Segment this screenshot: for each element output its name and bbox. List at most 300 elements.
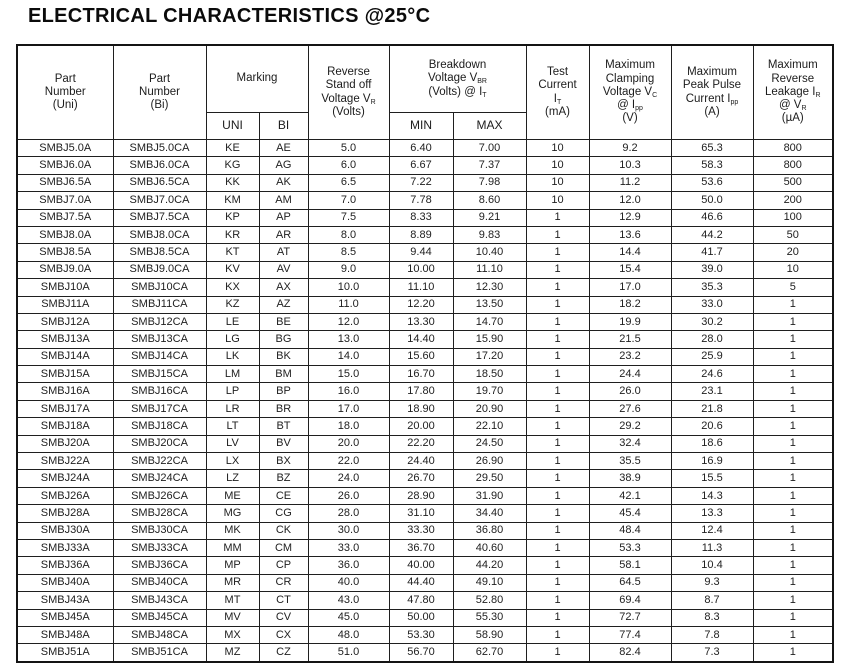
cell-part-number-uni: SMBJ7.5A: [17, 209, 113, 226]
cell-test-current: 1: [526, 418, 589, 435]
cell-peak-pulse-current: 20.6: [671, 418, 753, 435]
cell-part-number-bi: SMBJ15CA: [113, 366, 206, 383]
cell-reverse-standoff-voltage: 18.0: [308, 418, 389, 435]
cell-test-current: 10: [526, 157, 589, 174]
cell-marking-bi: CE: [259, 487, 308, 504]
cell-vbr-max: 58.90: [453, 626, 526, 643]
cell-peak-pulse-current: 7.8: [671, 626, 753, 643]
cell-reverse-leakage: 1: [753, 296, 833, 313]
cell-marking-bi: CZ: [259, 644, 308, 662]
col-header-part-number-uni: Part Number (Uni): [17, 45, 113, 140]
cell-marking-bi: BG: [259, 331, 308, 348]
cell-vbr-max: 7.37: [453, 157, 526, 174]
cell-part-number-uni: SMBJ18A: [17, 418, 113, 435]
table-row: [17, 192, 833, 209]
cell-vbr-min: 9.44: [389, 244, 453, 261]
cell-marking-uni: MV: [206, 609, 259, 626]
cell-reverse-standoff-voltage: 15.0: [308, 366, 389, 383]
table-row: [17, 383, 833, 400]
cell-reverse-leakage: 5: [753, 279, 833, 296]
col-header-part-number-bi: Part Number (Bi): [113, 45, 206, 140]
cell-peak-pulse-current: 53.6: [671, 174, 753, 191]
cell-vbr-min: 7.22: [389, 174, 453, 191]
cell-reverse-leakage: 1: [753, 487, 833, 504]
cell-test-current: 1: [526, 470, 589, 487]
cell-part-number-uni: SMBJ12A: [17, 313, 113, 330]
cell-reverse-standoff-voltage: 13.0: [308, 331, 389, 348]
cell-marking-bi: BP: [259, 383, 308, 400]
cell-vbr-max: 7.00: [453, 140, 526, 157]
cell-part-number-uni: SMBJ6.5A: [17, 174, 113, 191]
cell-marking-bi: CK: [259, 522, 308, 539]
cell-part-number-bi: SMBJ33CA: [113, 539, 206, 556]
cell-part-number-uni: SMBJ51A: [17, 644, 113, 662]
cell-vbr-max: 26.90: [453, 453, 526, 470]
cell-reverse-leakage: 1: [753, 383, 833, 400]
cell-reverse-leakage: 1: [753, 313, 833, 330]
cell-reverse-standoff-voltage: 30.0: [308, 522, 389, 539]
cell-reverse-leakage: 1: [753, 366, 833, 383]
cell-part-number-uni: SMBJ8.0A: [17, 226, 113, 243]
cell-test-current: 1: [526, 505, 589, 522]
table-row: [17, 348, 833, 365]
cell-part-number-uni: SMBJ33A: [17, 539, 113, 556]
cell-vbr-min: 10.00: [389, 261, 453, 278]
cell-part-number-bi: SMBJ28CA: [113, 505, 206, 522]
cell-vbr-min: 12.20: [389, 296, 453, 313]
cell-marking-uni: MZ: [206, 644, 259, 662]
cell-marking-uni: LX: [206, 453, 259, 470]
cell-clamping-voltage: 82.4: [589, 644, 671, 662]
cell-marking-bi: BZ: [259, 470, 308, 487]
cell-peak-pulse-current: 14.3: [671, 487, 753, 504]
cell-marking-bi: AP: [259, 209, 308, 226]
table-row: [17, 400, 833, 417]
cell-marking-uni: MR: [206, 574, 259, 591]
cell-marking-uni: KP: [206, 209, 259, 226]
cell-part-number-bi: SMBJ9.0CA: [113, 261, 206, 278]
cell-part-number-uni: SMBJ14A: [17, 348, 113, 365]
cell-marking-uni: MM: [206, 539, 259, 556]
cell-clamping-voltage: 26.0: [589, 383, 671, 400]
cell-test-current: 1: [526, 400, 589, 417]
cell-reverse-standoff-voltage: 26.0: [308, 487, 389, 504]
cell-vbr-max: 49.10: [453, 574, 526, 591]
cell-part-number-bi: SMBJ30CA: [113, 522, 206, 539]
cell-marking-uni: LE: [206, 313, 259, 330]
cell-reverse-leakage: 50: [753, 226, 833, 243]
cell-marking-bi: CP: [259, 557, 308, 574]
cell-vbr-min: 36.70: [389, 539, 453, 556]
cell-marking-bi: AK: [259, 174, 308, 191]
cell-reverse-leakage: 1: [753, 400, 833, 417]
cell-marking-bi: CT: [259, 592, 308, 609]
cell-part-number-uni: SMBJ20A: [17, 435, 113, 452]
cell-reverse-standoff-voltage: 9.0: [308, 261, 389, 278]
cell-test-current: 1: [526, 313, 589, 330]
cell-marking-bi: CM: [259, 539, 308, 556]
cell-reverse-leakage: 10: [753, 261, 833, 278]
cell-part-number-bi: SMBJ7.0CA: [113, 192, 206, 209]
cell-reverse-standoff-voltage: 43.0: [308, 592, 389, 609]
cell-part-number-bi: SMBJ10CA: [113, 279, 206, 296]
cell-test-current: 1: [526, 487, 589, 504]
table-row: [17, 313, 833, 330]
cell-clamping-voltage: 38.9: [589, 470, 671, 487]
cell-clamping-voltage: 64.5: [589, 574, 671, 591]
cell-marking-bi: AG: [259, 157, 308, 174]
cell-marking-uni: MT: [206, 592, 259, 609]
cell-reverse-standoff-voltage: 45.0: [308, 609, 389, 626]
cell-test-current: 1: [526, 435, 589, 452]
cell-marking-uni: MX: [206, 626, 259, 643]
cell-peak-pulse-current: 41.7: [671, 244, 753, 261]
cell-part-number-uni: SMBJ15A: [17, 366, 113, 383]
cell-reverse-standoff-voltage: 14.0: [308, 348, 389, 365]
cell-reverse-leakage: 1: [753, 331, 833, 348]
cell-vbr-max: 19.70: [453, 383, 526, 400]
cell-peak-pulse-current: 8.7: [671, 592, 753, 609]
cell-part-number-bi: SMBJ45CA: [113, 609, 206, 626]
cell-vbr-max: 12.30: [453, 279, 526, 296]
cell-marking-uni: KV: [206, 261, 259, 278]
cell-peak-pulse-current: 8.3: [671, 609, 753, 626]
cell-part-number-bi: SMBJ12CA: [113, 313, 206, 330]
cell-part-number-uni: SMBJ45A: [17, 609, 113, 626]
cell-reverse-standoff-voltage: 6.5: [308, 174, 389, 191]
cell-vbr-min: 24.40: [389, 453, 453, 470]
cell-marking-bi: CR: [259, 574, 308, 591]
cell-marking-uni: LR: [206, 400, 259, 417]
col-header-clamping-voltage: Maximum Clamping Voltage $V_C$ @ $I_{pp}$ (V): [589, 45, 671, 140]
cell-clamping-voltage: 42.1: [589, 487, 671, 504]
cell-part-number-uni: SMBJ22A: [17, 453, 113, 470]
cell-clamping-voltage: 11.2: [589, 174, 671, 191]
cell-marking-bi: CG: [259, 505, 308, 522]
table-row: [17, 453, 833, 470]
cell-peak-pulse-current: 39.0: [671, 261, 753, 278]
table-row: [17, 331, 833, 348]
cell-clamping-voltage: 23.2: [589, 348, 671, 365]
cell-marking-uni: KR: [206, 226, 259, 243]
cell-test-current: 10: [526, 140, 589, 157]
cell-peak-pulse-current: 50.0: [671, 192, 753, 209]
cell-vbr-max: 10.40: [453, 244, 526, 261]
col-header-reverse-leakage: Maximum Reverse Leakage $I_R$ @ $V_R$ (µA): [753, 45, 833, 140]
cell-test-current: 1: [526, 331, 589, 348]
cell-part-number-bi: SMBJ36CA: [113, 557, 206, 574]
cell-clamping-voltage: 72.7: [589, 609, 671, 626]
cell-reverse-leakage: 1: [753, 644, 833, 662]
cell-vbr-min: 56.70: [389, 644, 453, 662]
cell-part-number-bi: SMBJ13CA: [113, 331, 206, 348]
cell-peak-pulse-current: 11.3: [671, 539, 753, 556]
cell-reverse-standoff-voltage: 11.0: [308, 296, 389, 313]
cell-part-number-uni: SMBJ26A: [17, 487, 113, 504]
cell-part-number-uni: SMBJ5.0A: [17, 140, 113, 157]
cell-part-number-bi: SMBJ51CA: [113, 644, 206, 662]
cell-reverse-leakage: 800: [753, 157, 833, 174]
cell-vbr-min: 28.90: [389, 487, 453, 504]
table-row: [17, 609, 833, 626]
cell-test-current: 1: [526, 644, 589, 662]
cell-marking-uni: LZ: [206, 470, 259, 487]
cell-vbr-min: 14.40: [389, 331, 453, 348]
cell-reverse-leakage: 500: [753, 174, 833, 191]
cell-vbr-max: 17.20: [453, 348, 526, 365]
table-row: [17, 505, 833, 522]
sub-header-vbr-max: MAX: [453, 113, 526, 140]
cell-part-number-uni: SMBJ28A: [17, 505, 113, 522]
table-row: [17, 261, 833, 278]
cell-peak-pulse-current: 44.2: [671, 226, 753, 243]
cell-test-current: 1: [526, 366, 589, 383]
table-row: [17, 296, 833, 313]
cell-reverse-standoff-voltage: 12.0: [308, 313, 389, 330]
cell-vbr-max: 15.90: [453, 331, 526, 348]
table-row: [17, 557, 833, 574]
cell-marking-bi: AV: [259, 261, 308, 278]
cell-peak-pulse-current: 7.3: [671, 644, 753, 662]
electrical-characteristics-table: [16, 44, 834, 663]
cell-marking-uni: MP: [206, 557, 259, 574]
cell-marking-bi: BM: [259, 366, 308, 383]
cell-vbr-min: 53.30: [389, 626, 453, 643]
header-row-main: [17, 45, 833, 113]
cell-marking-uni: KK: [206, 174, 259, 191]
cell-marking-uni: ME: [206, 487, 259, 504]
table-row: [17, 366, 833, 383]
cell-vbr-min: 16.70: [389, 366, 453, 383]
cell-peak-pulse-current: 30.2: [671, 313, 753, 330]
cell-vbr-max: 36.80: [453, 522, 526, 539]
cell-vbr-max: 29.50: [453, 470, 526, 487]
cell-reverse-standoff-voltage: 22.0: [308, 453, 389, 470]
cell-part-number-bi: SMBJ18CA: [113, 418, 206, 435]
cell-vbr-max: 9.83: [453, 226, 526, 243]
cell-test-current: 1: [526, 348, 589, 365]
table-row: [17, 435, 833, 452]
table-row: [17, 226, 833, 243]
cell-part-number-bi: SMBJ26CA: [113, 487, 206, 504]
cell-marking-bi: CV: [259, 609, 308, 626]
cell-vbr-max: 13.50: [453, 296, 526, 313]
cell-marking-uni: LK: [206, 348, 259, 365]
col-header-test-current: Test Current $I_T$ (mA): [526, 45, 589, 140]
cell-marking-uni: LG: [206, 331, 259, 348]
cell-vbr-min: 40.00: [389, 557, 453, 574]
cell-part-number-uni: SMBJ48A: [17, 626, 113, 643]
cell-clamping-voltage: 29.2: [589, 418, 671, 435]
cell-peak-pulse-current: 24.6: [671, 366, 753, 383]
cell-marking-uni: LT: [206, 418, 259, 435]
cell-vbr-min: 22.20: [389, 435, 453, 452]
cell-vbr-max: 9.21: [453, 209, 526, 226]
cell-test-current: 1: [526, 226, 589, 243]
table-body: [17, 140, 833, 662]
cell-peak-pulse-current: 13.3: [671, 505, 753, 522]
cell-peak-pulse-current: 25.9: [671, 348, 753, 365]
cell-marking-bi: BK: [259, 348, 308, 365]
cell-clamping-voltage: 9.2: [589, 140, 671, 157]
cell-peak-pulse-current: 58.3: [671, 157, 753, 174]
cell-reverse-standoff-voltage: 5.0: [308, 140, 389, 157]
cell-reverse-leakage: 200: [753, 192, 833, 209]
cell-reverse-standoff-voltage: 7.0: [308, 192, 389, 209]
table-row: [17, 279, 833, 296]
table-row: [17, 592, 833, 609]
cell-vbr-max: 20.90: [453, 400, 526, 417]
cell-reverse-leakage: 1: [753, 626, 833, 643]
cell-reverse-leakage: 1: [753, 557, 833, 574]
cell-clamping-voltage: 45.4: [589, 505, 671, 522]
cell-reverse-leakage: 800: [753, 140, 833, 157]
sub-header-marking-bi: BI: [259, 113, 308, 140]
cell-test-current: 1: [526, 209, 589, 226]
cell-peak-pulse-current: 15.5: [671, 470, 753, 487]
table-row: [17, 539, 833, 556]
cell-test-current: 1: [526, 453, 589, 470]
cell-vbr-max: 14.70: [453, 313, 526, 330]
cell-test-current: 1: [526, 279, 589, 296]
table-row: [17, 644, 833, 662]
cell-reverse-standoff-voltage: 48.0: [308, 626, 389, 643]
cell-marking-uni: LP: [206, 383, 259, 400]
cell-part-number-uni: SMBJ43A: [17, 592, 113, 609]
table-row: [17, 157, 833, 174]
cell-vbr-min: 18.90: [389, 400, 453, 417]
cell-test-current: 1: [526, 626, 589, 643]
cell-vbr-min: 47.80: [389, 592, 453, 609]
cell-part-number-bi: SMBJ14CA: [113, 348, 206, 365]
cell-test-current: 1: [526, 296, 589, 313]
table-row: [17, 244, 833, 261]
cell-marking-uni: MK: [206, 522, 259, 539]
cell-vbr-min: 20.00: [389, 418, 453, 435]
cell-marking-uni: KM: [206, 192, 259, 209]
cell-part-number-uni: SMBJ40A: [17, 574, 113, 591]
cell-marking-uni: LM: [206, 366, 259, 383]
cell-reverse-leakage: 1: [753, 418, 833, 435]
cell-clamping-voltage: 69.4: [589, 592, 671, 609]
cell-vbr-max: 55.30: [453, 609, 526, 626]
cell-clamping-voltage: 10.3: [589, 157, 671, 174]
cell-clamping-voltage: 58.1: [589, 557, 671, 574]
cell-part-number-bi: SMBJ6.5CA: [113, 174, 206, 191]
cell-marking-uni: KX: [206, 279, 259, 296]
cell-vbr-max: 34.40: [453, 505, 526, 522]
cell-vbr-min: 8.33: [389, 209, 453, 226]
cell-vbr-min: 7.78: [389, 192, 453, 209]
cell-peak-pulse-current: 46.6: [671, 209, 753, 226]
cell-vbr-max: 31.90: [453, 487, 526, 504]
cell-vbr-min: 31.10: [389, 505, 453, 522]
cell-part-number-bi: SMBJ8.5CA: [113, 244, 206, 261]
cell-peak-pulse-current: 10.4: [671, 557, 753, 574]
col-header-reverse-standoff-voltage: Reverse Stand off Voltage $V_R$ (Volts): [308, 45, 389, 140]
cell-part-number-bi: SMBJ43CA: [113, 592, 206, 609]
cell-part-number-bi: SMBJ24CA: [113, 470, 206, 487]
table-row: [17, 418, 833, 435]
cell-reverse-leakage: 1: [753, 505, 833, 522]
cell-reverse-standoff-voltage: 17.0: [308, 400, 389, 417]
cell-vbr-max: 52.80: [453, 592, 526, 609]
cell-reverse-standoff-voltage: 16.0: [308, 383, 389, 400]
cell-reverse-standoff-voltage: 40.0: [308, 574, 389, 591]
cell-part-number-uni: SMBJ13A: [17, 331, 113, 348]
cell-reverse-standoff-voltage: 20.0: [308, 435, 389, 452]
cell-vbr-max: 40.60: [453, 539, 526, 556]
cell-clamping-voltage: 21.5: [589, 331, 671, 348]
cell-reverse-leakage: 1: [753, 522, 833, 539]
cell-clamping-voltage: 32.4: [589, 435, 671, 452]
cell-marking-uni: KE: [206, 140, 259, 157]
table-header: [17, 45, 833, 140]
table-row: [17, 522, 833, 539]
cell-reverse-leakage: 1: [753, 574, 833, 591]
cell-peak-pulse-current: 33.0: [671, 296, 753, 313]
cell-test-current: 1: [526, 383, 589, 400]
cell-clamping-voltage: 53.3: [589, 539, 671, 556]
cell-vbr-max: 7.98: [453, 174, 526, 191]
table-row: [17, 487, 833, 504]
cell-vbr-max: 11.10: [453, 261, 526, 278]
cell-vbr-min: 11.10: [389, 279, 453, 296]
cell-clamping-voltage: 19.9: [589, 313, 671, 330]
cell-test-current: 1: [526, 539, 589, 556]
cell-vbr-min: 15.60: [389, 348, 453, 365]
cell-reverse-standoff-voltage: 36.0: [308, 557, 389, 574]
cell-marking-uni: MG: [206, 505, 259, 522]
cell-vbr-max: 8.60: [453, 192, 526, 209]
table-row: [17, 174, 833, 191]
cell-marking-bi: AE: [259, 140, 308, 157]
cell-vbr-min: 13.30: [389, 313, 453, 330]
cell-peak-pulse-current: 16.9: [671, 453, 753, 470]
cell-vbr-min: 6.40: [389, 140, 453, 157]
cell-test-current: 1: [526, 261, 589, 278]
cell-reverse-leakage: 1: [753, 470, 833, 487]
cell-reverse-leakage: 1: [753, 453, 833, 470]
cell-reverse-leakage: 20: [753, 244, 833, 261]
cell-clamping-voltage: 14.4: [589, 244, 671, 261]
cell-reverse-standoff-voltage: 24.0: [308, 470, 389, 487]
cell-part-number-uni: SMBJ11A: [17, 296, 113, 313]
cell-marking-bi: BX: [259, 453, 308, 470]
cell-test-current: 1: [526, 592, 589, 609]
cell-vbr-min: 44.40: [389, 574, 453, 591]
cell-marking-bi: AM: [259, 192, 308, 209]
cell-vbr-max: 62.70: [453, 644, 526, 662]
cell-peak-pulse-current: 35.3: [671, 279, 753, 296]
cell-test-current: 1: [526, 609, 589, 626]
cell-marking-bi: AX: [259, 279, 308, 296]
cell-marking-uni: KG: [206, 157, 259, 174]
cell-vbr-min: 33.30: [389, 522, 453, 539]
cell-clamping-voltage: 18.2: [589, 296, 671, 313]
cell-clamping-voltage: 24.4: [589, 366, 671, 383]
cell-test-current: 1: [526, 574, 589, 591]
cell-test-current: 1: [526, 244, 589, 261]
cell-part-number-uni: SMBJ8.5A: [17, 244, 113, 261]
cell-test-current: 10: [526, 174, 589, 191]
cell-vbr-max: 18.50: [453, 366, 526, 383]
cell-marking-bi: BE: [259, 313, 308, 330]
col-header-marking: Marking: [206, 45, 308, 113]
cell-part-number-uni: SMBJ9.0A: [17, 261, 113, 278]
cell-test-current: 10: [526, 192, 589, 209]
cell-part-number-bi: SMBJ8.0CA: [113, 226, 206, 243]
